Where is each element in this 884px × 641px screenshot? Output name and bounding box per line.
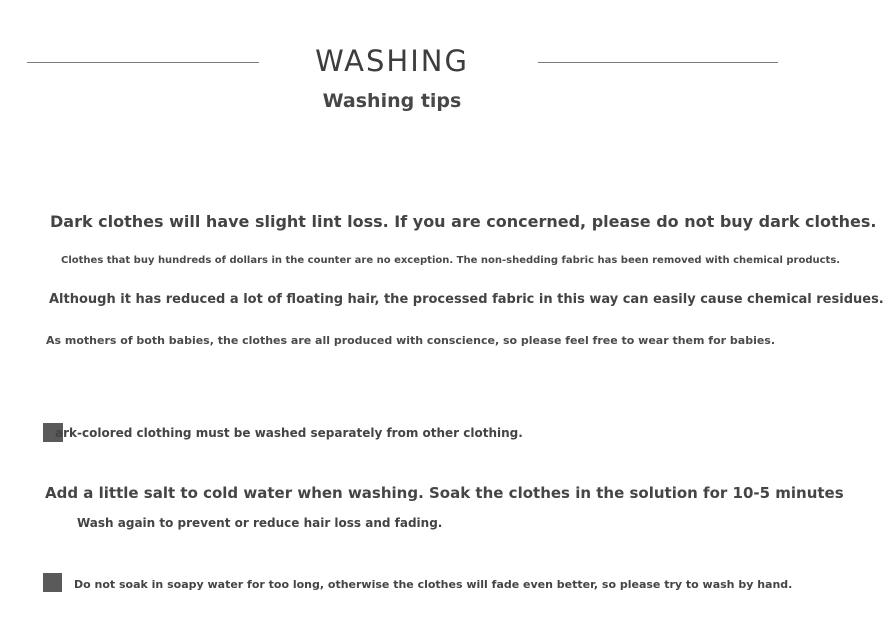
square-bullet-icon	[43, 573, 62, 592]
paragraph-dark-clothes-lint: Dark clothes will have slight lint loss. If you are concerned, please do not buy dark clothes.	[50, 212, 877, 231]
tip-do-not-soak: Do not soak in soapy water for too long, otherwise the clothes will fade even better, so please try to wash by hand.	[74, 578, 793, 591]
page-title: WASHING	[315, 44, 469, 78]
page-subtitle: Washing tips	[322, 90, 462, 112]
paragraph-counter-clothes: Clothes that buy hundreds of dollars in the counter are no exception. The non-shedding fabric has been removed with chemical products.	[61, 255, 841, 266]
paragraph-mothers-conscience: As mothers of both babies, the clothes are all produced with conscience, so please feel free to wear them for babies.	[46, 334, 776, 347]
tip-salt-cold-water: Add a little salt to cold water when washing. Soak the clothes in the solution for 10-5 minutes	[45, 484, 844, 502]
tip-wash-again: Wash again to prevent or reduce hair loss and fading.	[77, 516, 443, 530]
tip-wash-separately: ark-colored clothing must be washed separately from other clothing.	[55, 426, 523, 440]
paragraph-chemical-residues: Although it has reduced a lot of floating hair, the processed fabric in this way can easily cause chemical residues.	[49, 292, 884, 307]
